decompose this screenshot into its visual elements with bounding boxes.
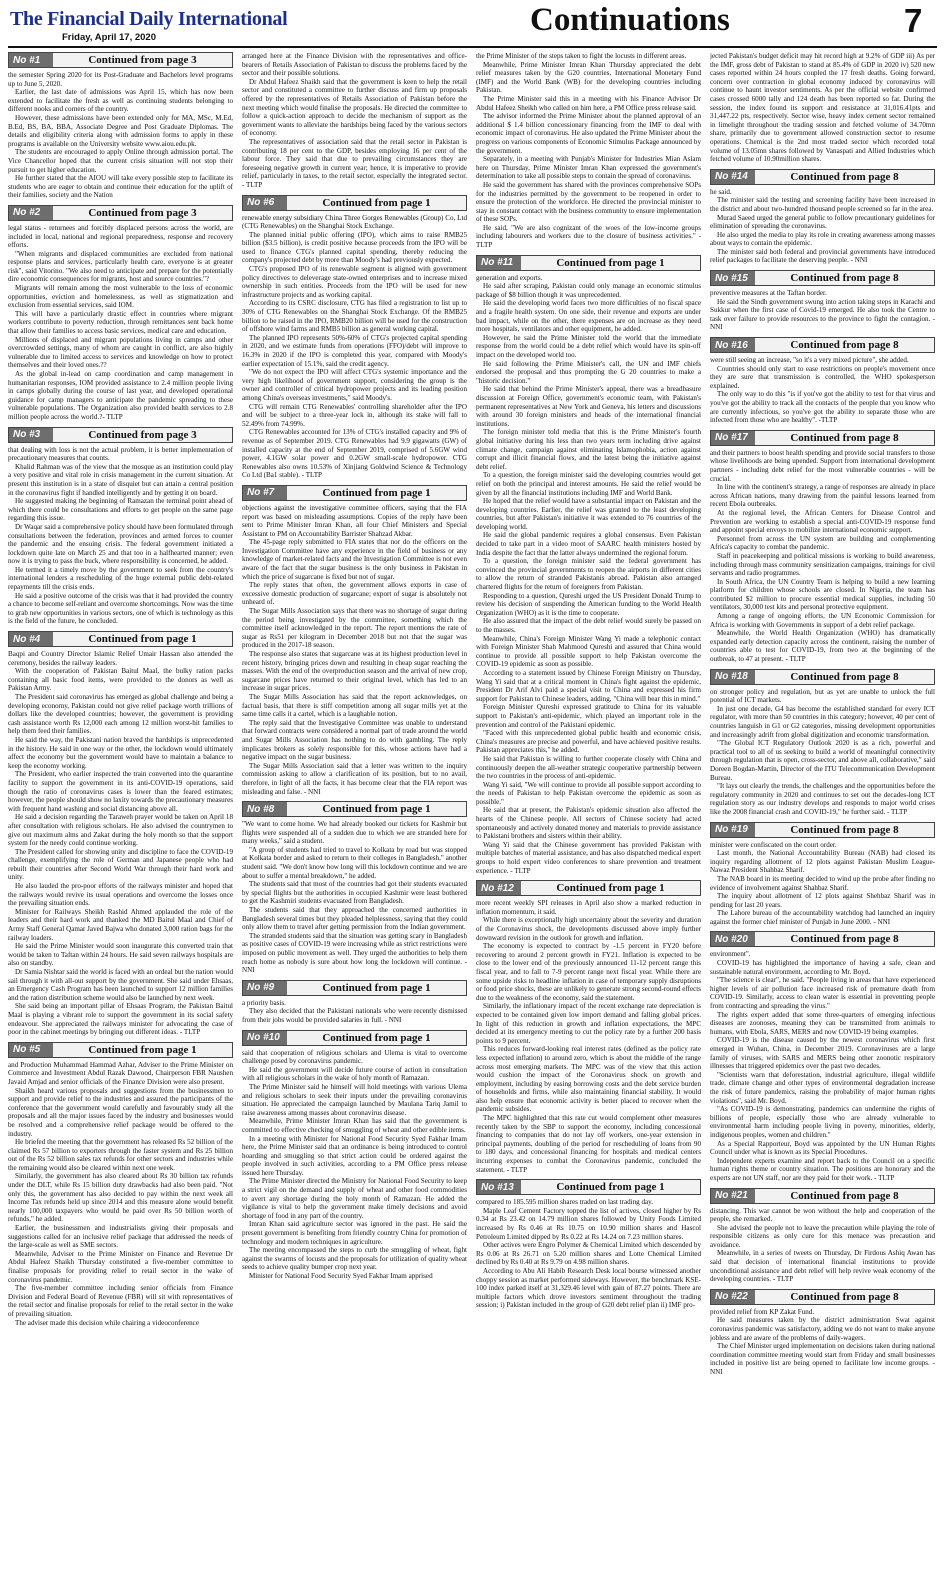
article-paragraph: However, he said the Prime Minister told the world that the immediate response from the world could be a debt relief which would have its spin-off impact on the developed world too. [476,333,701,359]
article-paragraph: With the cooperation of Pakistan Baitul Maal, the bulky ration packs containing all basic food items, were provided to the donors as well as Pakistan Army. [8,667,233,693]
article-paragraph: he said. [710,187,732,196]
article-header [710,669,935,685]
article-paragraph: Meanwhile, the World Health Organization (WHO) has dramatically expanded early detection capacity across the continent, raising the number of countries able to test for COVID-19, from two at the beginning of the outbreak, to 47 at present. - TLTP [710,629,935,664]
article-paragraph: Dr Waqar said a comprehensive policy should have been formulated through consultations between the federation, provinces and armed forces to counter the pandemic and the ensuing crisis. The federal government initiated a lockdown quite late on March 25 and that too in a halfhearted manner; even now it is trying to pass the buck, where responsibility is concerned, he added. [8,522,233,566]
article-paragraph: more recent weekly SPI releases in April also show a marked reduction in inflation momentum, it said. [476,899,701,916]
article-paragraph: "Faced with this unprecedented global public health and economic crisis, China's measures are precise and powerful, and have achieved positive results. Pakistan appreciates this," he added. [476,729,701,755]
continued-from-label: Continued from page 1 [287,486,466,500]
continued-from-label: Continued from page 8 [755,1290,934,1304]
article-header [8,631,233,647]
continued-article [8,52,233,200]
continued-article [242,1030,467,1281]
article-paragraph: The Prime Minister directed the Ministry for National Food Security to keep a strict vigil on the demand and supply of wheat and other food commodities to avert any shortage during the holy month of Ramazan. He added the vigilance is vital to help the government make timely decisions and avoid shortage of food in any part of the country. [242,1177,467,1220]
article-header [710,822,935,838]
continued-article [710,1188,935,1284]
article-paragraph: The minister said the testing and screening facility have been increased in the district and about two-hundred thousand people screened so far in the area. [710,196,935,213]
article-paragraph: The foreign minister told media that this is the Prime Minister's fourth global initiative during his less than two years term including drive against climate change, campaign against eliminating Islamophobia, action against corrupt and illicit financial flows, and the latest being the initiative against debt relief. [476,428,701,471]
section-title: Continuations [530,2,730,38]
continued-article [710,337,935,425]
article-paragraph: At the regional level, the African Centers for Disease Control and Prevention are working to establish a special anti-COVID-19 response fund and appoint special envoys to mobilize international economic support. [710,508,935,535]
continued-article [476,52,701,250]
article-body [242,1049,467,1281]
article-paragraph: "We want to come home. We had already booked our tickets for Kashmir but flights were suspended all of a sudden due to which we are stranded here for many weeks," said a student. [242,820,467,846]
article-paragraph: CTG's proposed IPO of its renewable segment is aligned with government policy directives to deleverage state-owned enterprises and to increase mixed ownership in such entities. Proceeds from the IPO will be used for new infrastructure projects and as working capital. [242,265,467,299]
article-paragraph: The Lahore bureau of the accountability watchdog had launched an inquiry against the former chief minister of Punjab in June 2000. - NNI [710,909,935,926]
continued-from-label: Continued from page 8 [755,1189,934,1203]
article-body [710,449,935,664]
article-paragraph: Independent experts examine and report back to the Council on a specific human rights theme or country situation. The positions are honorary and the experts are not UN staff, nor are they paid for their work. - TLTP [710,1156,935,1182]
article-body [242,214,467,480]
continued-from-label: Continued from page 8 [755,271,934,285]
article-paragraph: the Prime Minister of the steps taken to fight the locusts in different areas. [476,52,687,60]
article-header [8,1042,233,1058]
continued-from-label: Continued from page 1 [53,632,232,646]
article-paragraph: Murad Saeed urged the general public to follow precautionary guidelines for elimination of spreading the coronavirus. [710,213,935,231]
article-paragraph: In line with the continent's strategy, a range of responses are already in place across African nations, many drawing from the painful lessons learned from recent Ebola outbreaks. [710,483,935,509]
article-paragraph: arranged here at the Finance Division with the representatives and office-bearers of Retails Association of Pakistan to discuss the problems faced by the sector and their possible solutions. [242,52,467,78]
article-paragraph: Meanwhile, Prime Minister Imran Khan has said that the government is committed to effective checking of smuggling of wheat and other edible items. [242,1117,467,1134]
continued-article [710,822,935,927]
article-header [242,195,467,211]
article-number-tag: No #12 [477,881,521,895]
newspaper-name: The Financial Daily International [10,8,288,30]
article-paragraph: said that cooperation of religious scholars and Ulema is vital to overcome challenge posed by coronavirus pandemic. [242,1048,467,1066]
article-paragraph: Meanwhile, China's Foreign Minister Wang Yi made a telephonic contact with Foreign Minister Shah Mahmood Qureshi and assured that China would continue to provide all possible support to help Pakistan overcome the COVID-19 epidemic as soon as possible. [476,634,701,669]
article-paragraph: As the global in-lead on camp coordination and camp management in humanitarian responses, IOM provided assistance to 2.4 million people living in camps globally during the course of last year, and developed operational guidance for camp managers to anticipate the pandemic spreading to these vulnerable populations. The Organization also provided health services to 2.8 million people across the world.?- TLTP [8,370,233,421]
article-body [710,289,935,332]
article-paragraph: CTG Renewables accounted for 13% of CTG's installed capacity and 9% of revenue as of September 2019. CTG Renewables had 9.9 gigawatts (GW) of installed capacity at the end of September 2019, comprised of 5.6GW wind power, 4.1GW solar power and 0.2GW small-scale hydropower. CTG Renewables also owns 10.53% of Xinjiang Goldwind Science & Technology Co Ltd (Ba1 stable). - TLTP [242,428,467,480]
article-paragraph: In just one decade, G4 has become the established standard for every ICT regulator, with more than 50 countries in this category; however, 40 per cent of countries languish in G1 or G2 categories, missing development opportunities and increasingly adrift from global digitization and economic transformation. [710,704,935,739]
article-paragraph: While there is exceptionally high uncertainty about the severity and duration of the Coronavirus shock, the developments discussed above imply further downward revision in the outlook for growth and inflation. [476,916,701,942]
article-body [242,999,467,1025]
article-paragraph: The 45-page reply submitted to FIA states that nor do the officers on the Investigation Committee have any experience in the field of business or any knowledge of market-related facts and the Investigation Committee is not even aware of the fact that the sugar business is the only business in Pakistan in which the price of sugarcane is fixed but not of sugar. [242,538,467,581]
continued-from-label: Continued from page 3 [53,206,232,220]
article-paragraph: The rights expert added that some three-quarters of emerging infectious diseases are zoonoses, meaning they can be transmitted from animals to humans, with Ebola, SARS, MERS and now COVID-19 being examples. [710,1010,935,1036]
article-paragraph: Earlier, the last date of admissions was April 15, which has now been extended to facilitate the fresh as well as continuing students belonging to different nooks and corners of the country. [8,88,233,114]
article-body [710,188,935,265]
continued-article [8,205,233,422]
article-paragraph: The five-member committee including senior officials from Finance Division and Federal Board of Revenue (FBR) will sit with representatives of the retail sector and finalise proposals for relief to the retail sector in the wake of prevailing situation. [8,1284,233,1318]
article-paragraph: and their partners to boost health spending and provide social transfers to those whose livelihoods are being upended. Support from international development partners - including debt relief for the most vulnerable countries - will be crucial. [710,448,935,483]
continued-article [476,1179,701,1310]
article-header [242,980,467,996]
article-header [242,1030,467,1046]
article-paragraph: He suggested making the beginning of Ramazan the terminal point ahead of which there could be consultations and efforts to get people on the same page regarding this issue. [8,497,233,523]
article-paragraph: The President, who earlier inspected the train converted into the quarantine facility to support the government in its anti-COVID-19 operations, said though the ratio of coronavirus cases is lower than the feared estimates; however, the people should show no laxity towards the precautionary measures with frequent hand washing and social distancing above all. [8,770,233,813]
article-paragraph: Personnel from across the UN system are building and complementing Africa's capacity to combat the pandemic. [710,534,935,552]
article-paragraph: on stronger policy and regulation, but as yet are unable to unlock the full potential of ICT markets. [710,687,935,705]
article-paragraph: compared to 185.595 million shares traded on last trading day. [476,1198,654,1207]
article-number-tag: No #9 [243,981,287,995]
article-paragraph: He said the Prime Minister would soon inaugurate this converted train that would be taken to Taftan within 24 hours. He said seven railways hospitals are also on standby. [8,942,233,968]
continued-article [8,427,233,626]
article-header [242,801,467,817]
article-paragraph: He termed it a timely move by the government to seek from the country's international lenders a rescheduling of the huge external public debt-related repayments till the crisis ends. [8,565,233,592]
continued-article [710,669,935,817]
article-paragraph: The Sugar Mills Association has said that the report acknowledges, on factual basis, that there is stiff competition among all sugar mills yet at the same time calls it a cartel, which is a laughable notion. [242,692,467,719]
article-header [476,1179,701,1195]
article-paragraph: Wang Yi said that the Chinese government has provided Pakistan with multiple batches of material assistance, and has also dispatched medical expert groups to hold expert video conferences to share prevention and treatment experience. - TLTP [476,840,701,875]
article-paragraph: The advisor informed the Prime Minister about the planned approval of an additional $ 1.4 billion concessionary financing from the IMF to deal with economic impact of coronavirus. He also updated the Prime Minister about the progress on various components of Economic Stimulus Package announced by the government. [476,112,701,155]
article-paragraph: COVID-19 is the disease caused by the newest coronavirus which first emerged in Wuhan, China, in December 2019. Coronaviruses are a large family of viruses, with SARS and MERS being other zoonotic respiratory illnesses that triggered epidemics over the past two decades. [710,1036,935,1071]
article-paragraph: The students are encouraged to apply Online through admission portal. The Vice Chancellor hoped that the current crisis situation will not stop their pursuit to get higher education. [8,148,233,174]
article-paragraph: According to Abu Ali Habib Research Desk local bourse witnessed another choppy session as market performed sideways. However, the benchmark KSE-100 index parked itself at 31,329.46 level with gain of 87.27 points. There are multiple factors which drove investors sentiment throughout the trading session; i) Pakistan included in the group of G20 debt relief plan ii) IMF pro- [476,1266,701,1310]
article-paragraph: Separately, in a meeting with Punjab's Minister for Industries Mian Aslam here on Thursday, Prime Minister Imran Khan expressed the government's determination to take all possible steps to contain the spread of coronavirus. [476,155,701,181]
article-paragraph: were still seeing an increase, "so it's a very mixed picture", she added. [710,356,909,365]
article-paragraph: provided relief from KP Zakat Fund. [710,1307,815,1316]
article-number-tag: No #13 [477,1180,521,1194]
article-paragraph: objections against the investigative committee officers, saying that the FIA report was based on misleading assumptions. Copies of the reply have been sent to Prime Minister Imran Khan, all four Chief Ministers and Special Assistant to PM on Accountability Barrister Shahzad Akbar. [242,503,467,538]
article-paragraph: They also decided that the Pakistani nationals who were recently dismissed from their jobs would be provided salaries in full. - NNI [242,1007,467,1024]
article-body [476,1198,701,1310]
continued-from-label: Continued from page 8 [755,431,934,445]
article-paragraph: "Scientists warn that deforestation, industrial agriculture, illegal wildlife trade, climate change and other types of environmental degradation increase the risk of future pandemics, raising the probability of major human rights violations", said Mr. Boyd. [710,1070,935,1105]
continued-from-label: Continued from page 1 [521,256,700,270]
article-paragraph: environment". [710,950,751,959]
article-number-tag: No #5 [9,1043,53,1057]
article-paragraph: The economy is expected to contract by -1.5 percent in FY20 before recovering to around 2 percent growth in FY21. Inflation is expected to be close to the lower end of the previously announced 11-12 percent range this fiscal year, and to fall to 7-9 percent range next fiscal year. While there are some upside risks to headline inflation in case of temporary supply disruptions or food price shocks, these are unlikely to generate strong second-round effects due to the weakness of the economy, said the statement. [476,942,701,1002]
article-paragraph: According to its CSRC disclosure, CTG has filed a registration to list up to 30% of CTG Renewables on the Shanghai Stock Exchange. Of the RMB25 billion to be raised in the IPO, RMB20 billion will be used for the construction of offshore wind farms and RMB5 billion as general working capital. [242,299,467,334]
article-paragraph: "It lays out clearly the trends, the challenges and the opportunities before the regulatory community in 2020 and continues to set out the decades-long ICT regulation story as our industry develops and responds to major world crises like the 2008 financial crash and COVID-19," he further said. - TLTP [710,782,935,816]
article-paragraph: The Sugar Mills Association said that a letter was written to the inquiry commission asking to allow a clarification of its position, but to no avail, therefore, in light of all the facts, it has become clear that the FIA report was misleading and false. - NNI [242,761,467,796]
article-paragraph: "When migrants and displaced communities are excluded from national response plans and services, particularly health care, everyone is at greater risk", said Vitorino. "We also need to anticipate and prepare for the potentially dire economic consequences for migrants, host and source countries."? [8,249,233,284]
article-header [8,52,233,68]
article-paragraph: The President said coronavirus has emerged as global challenge and being a developing economy, Pakistan could not give relief package worth trillions of dollars like the developed countries; however, the government is providing cash assistance worth Rs 12,000 each among 12 million worst-hit families to help them feed their families. [8,693,233,736]
article-body [242,52,467,190]
article-body [710,950,935,1182]
article-paragraph: minister were confiscated on the court order. [710,840,837,849]
article-paragraph: He said that Pakistan is willing to further cooperate closely with China and continuously deepen the all-weather strategic cooperative partnership between the two countries in the process of anti-epidemic. [476,754,701,781]
continued-from-label: Continued from page 1 [287,196,466,210]
article-header [242,485,467,501]
article-paragraph: Foreign Minister Qureshi expressed gratitude to China for its valuable support to Pakistan's anti-epidemic, which played an important role in the prevention and control of the Pakistani epidemic. [476,703,701,729]
article-number-tag: No #6 [243,196,287,210]
article-paragraph: The reply states that often, the government allows exports in case of excessive domestic production of sugarcane; export of sugar is absolutely not unheard of. [242,581,467,607]
article-paragraph: Staff in peacekeeping and political missions is working to build awareness, including through mass community sensitization campaigns, trainings for civil servants and radio programmes. [710,551,935,578]
article-paragraph: The students said that most of the countries had got their students evacuated by special flights but the authorities in occupied Kashmir were least bothered to get the Kashmiri students evacuated from Bangladesh. [242,880,467,906]
article-body [710,1207,935,1284]
article-paragraph: Meanwhile, in a series of tweets on Thursday, Dr Firdous Ashiq Awan has said that decision of international financial institutions to provide unconditional assistance and debt relief will help revive weak economy of the developing countries. - TLTP [710,1249,935,1284]
article-paragraph: Responding to a question, Qureshi urged the US President Donald Trump to review his decision of suspending the American funding to the World Health Organization (WHO) as it is the time to cooperate. [476,591,701,617]
article-paragraph: He said the Sindh government swung into action taking steps in Karachi and Sukkur when the first case of Covid-19 emerged. He also took the Centre to task over failure to provide resources to the province to fight the contagion. - NNI [710,297,935,332]
article-number-tag: No #3 [9,428,53,442]
article-header [710,270,935,286]
article-paragraph: To a question, the foreign minister said the developing countries would get relief on both the principal and interest amounts. He said the relief would be given by all the financial institutions including IMF and World Bank. [476,471,701,497]
article-header [710,931,935,947]
article-paragraph: In a meeting with Minister for National Food Security Syed Fakhar Imam here, the Prime Minister said that an ordinance is being introduced to control hoarding and smuggling so that strict action could be ordered against the people involved in such activities, according to a PM Office press release issued here Thursday. [242,1134,467,1177]
article-paragraph: The NAB board in its meeting decided to wind up the probe after finding no evidence of involvement against Shahbaz Sharif. [710,874,935,892]
article-paragraph: Minister for National Food Security Syed Fakhar Imam apprised [249,1272,433,1280]
column-2 [242,52,467,1588]
article-number-tag: No #14 [711,170,755,184]
article-paragraph: Wang Yi said, "We will continue to provide all possible support according to the needs of Pakistan to help Pakistan overcome the epidemic as soon as possible." [476,780,701,806]
continued-from-label: Continued from page 1 [53,1043,232,1057]
article-header [8,205,233,221]
article-paragraph: He further stated that the AIOU will take every possible step to facilitate its students who are eager to obtain and continue their education for the uplift of their families, society and the Nation [8,174,233,200]
article-paragraph: renewable energy subsidiary China Three Gorges Renewables (Group) Co, Ltd (CTG Renewables) on the Shanghai Stock Exchange. [242,213,467,231]
article-paragraph: He said following the Prime Minister's call, the UN and IMF chiefs endorsed the proposal and thus prompting the G 20 countries to make a "historic decision." [476,359,701,385]
article-paragraph: The MPC highlighted that this rate cut would complement other measures recently taken by the SBP to support the economy, including concessional financing to companies that do not lay off workers, one-year extension in principal payments, doubling of the period for rescheduling of loans from 90 to 180 days, and concessional financing for hospitals and medical centers incurring expenses to combat the Coronavirus pandemic, concluded the statement. - TLTP [476,1114,701,1174]
article-paragraph: The minister said both federal and provincial governments have introduced relief packages to facilitate the deserving people. - NNI [710,247,935,265]
article-body [242,504,467,796]
article-paragraph: However, these admissions have been extended only for MA, MSc, M.Ed, B.Ed, BS, BA, BBA, Associate Degree and Post Graduate Diplomas. The details and eligibility criteria along with admission forms to apply in these programs is available on the University website www.aiou.edu.pk. [8,113,233,148]
article-paragraph: COVID-19 has highlighted the importance of having a safe, clean and sustainable natural environment, according to Mr. Boyd. [710,959,935,976]
article-header [476,255,701,271]
article-paragraph: The inquiry about allotment of 12 plots against Shehbaz Sharif was in pending for last 20 years. [710,892,935,909]
continued-article [242,980,467,1025]
article-body [242,820,467,975]
article-paragraph: The reply said that the Investigative Committee was unable to understand that forward contracts were considered a normal part of trade around the world and Sugar Mills Association has nothing to do with gambling. The reply implicates brokers as solely responsible for this, whose actions have had a negative impact on the sugar business. [242,718,467,762]
continued-article [710,169,935,265]
continued-article [242,485,467,796]
masthead [0,0,945,46]
article-paragraph: The Prime Minister said he himself will hold meetings with various Ulema and religious scholars to seek their inputs under the prevailing coronavirus situation. He appreciated the campaign launched by Maulana Tariq Jamil to raise awareness among masses about coronavirus disease. [242,1082,467,1117]
article-paragraph: The response also states that sugarcane was at its highest production level in recent history, bringing prices down and resulting in cheap sugar reaching the masses. With the end of the overproduction season and the arrival of new crop, sugarcane prices have returned to their original level, which has led to an increase in sugar prices. [242,650,467,693]
article-header [710,337,935,353]
article-header [710,169,935,185]
article-paragraph: The adviser made this decision while chairing a videoconference [15,1318,199,1327]
article-paragraph: that dealing with loss is not the actual problem, it is better implementation of precautionary measures that counts. [8,445,233,463]
article-paragraph: He said a positive outcome of the crisis was that it had provided the country a chance to become self-reliant and overcome shortcomings. Now was the time to grab new opportunities in various sectors, one of which is technology as this is the field of the future, he concluded. [8,591,233,626]
continued-from-label: Continued from page 3 [53,428,232,442]
article-number-tag: No #4 [9,632,53,646]
article-number-tag: No #17 [711,431,755,445]
article-number-tag: No #11 [477,256,521,270]
article-body [476,899,701,1174]
article-paragraph: He also urged the media to play its role in creating awareness among masses about ways to contain the epidemic. [710,230,935,248]
article-paragraph: She said being an important pillar of Ehsaas Program, the Pakistan Baitul Maal is playing a vibrant role to support the government in its social safety endeavour. She appreciated the railways minister for advocating the case of poor in the cabinet meetings by bringing out different ideas. - TLTP [8,1002,233,1037]
article-paragraph: Dr Abdul Hafeez Shaikh said that the government is keen to help the retail sector and constituted a committee to further discuss and firm up proposals offered by the representatives of Retails Association of Pakistan before the next meeting which would finalise the proposals. He directed the committee to follow a quick-action approach to decide the mechanism of support as the government wants to alleviate the hardships being faced by the various sectors of economy. [242,77,467,138]
article-number-tag: No #21 [711,1189,755,1203]
article-paragraph: He said that behind the Prime Minister's appeal, there was a breadbasure discussion at Foreign Office, government's economic team, with Pakistan's permanent representatives at New York and Geneva, his letters and discussions with around 30 foreign ministers and heads of the international financial institutions. [476,385,701,428]
article-paragraph: He briefed the meeting that the government has released Rs 52 billion of the claimed Rs 57 billion to exporters through the faster system and Rs 25 billion out of the Rs 52 billion sales tax refunds for other sectors and industries while the remaining would also be cleared within next one week. [8,1138,233,1172]
article-paragraph: The planned initial public offering (IPO), which aims to raise RMB25 billion ($3.5 billion), is credit positive because proceeds from the IPO will be used to finance CTG's planned capital spending, thereby reducing the company's projected debt by more than Moody's had previously expected. [242,230,467,265]
continued-from-label: Continued from page 1 [287,981,466,995]
article-paragraph: Among a range of ongoing efforts, the UN Economic Commission for Africa is working with Governments in support of a debt relief package. [710,612,935,629]
continued-from-label: Continued from page 8 [755,170,934,184]
article-paragraph: "The science is clear", he said. "People living in areas that have experienced higher levels of air pollution face increased risk of premature death from COVID-19. Similarly, access to clean water is essential in preventing people from contracting and spreading the virus." [710,976,935,1011]
article-paragraph: The students said that they approached the concerned authorities in Bangladesh several times but they pleaded helplessness, saying that they could only allow them to travel after getting permission from the Indian government. [242,906,467,932]
article-paragraph: He hoped that the relief would have a substantial impact on Pakistan and the developing countries. Earlier, the relief was granted to the least developing countries, but after Pakistan's initiative it was extended to 76 countries of the developing world. [476,497,701,531]
continued-article [476,255,701,876]
article-body [476,52,701,250]
article-header [476,880,701,896]
article-paragraph: In South Africa, the UN Country Team is helping to build a new learning platform for children whose schools are closed. In Nigeria, the team has contributed $2 million to procure essential medical supplies, including 50 ventilators, 30,000 test kits and personal protective equipment. [710,577,935,612]
article-number-tag: No #1 [9,53,53,67]
article-paragraph: The stranded students said that the situation was getting scary in Bangladesh as positive cases of COVID-19 were increasing while as strict restrictions were imposed on public movement as well. They urged the authorities to help them reach home as nobody is sure about how long the lockdown will continue. - NNI [242,931,467,975]
article-paragraph: She advised the people not to leave the precaution while playing the role of responsible citizens as only cure for this menace was precaution and avoidance. [710,1223,935,1249]
continued-article [8,631,233,1037]
article-paragraph: The only way to do this "is if you've got the ability to test for that virus and you've got the ability to track all the contacts of the people that you know who are currently infectious, so you've got the ability to separate those who are infected from those who are healthy". -TLTP [710,390,935,425]
article-body [710,841,935,927]
article-paragraph: Earlier, the businessmen and industrialists giving their proposals and suggestions called for an inclusive relief package that addressed the needs of the large-scale as well as SME sectors. [8,1224,233,1250]
article-number-tag: No #18 [711,670,755,684]
article-paragraph: Countries should only start to ease restrictions on people's movement once they are sure that transmission is controlled, the WHO spokesperson explained. [710,364,935,390]
article-paragraph: "The Global ICT Regulatory Outlook 2020 is as a rich, powerful and practical tool to all of us seeking to build a world of meaningful connectivity through regulation that is open, cross-sector, and above all, collaborative," said Doreen Bogdan-Martin, Director of the ITU Telecommunication Development Bureau. [710,739,935,782]
column-1 [8,52,233,1588]
continued-article [242,52,467,190]
column-3 [476,52,701,1588]
article-body [710,688,935,817]
article-header [710,430,935,446]
article-number-tag: No #8 [243,802,287,816]
continued-from-label: Continued from page 1 [287,802,466,816]
continued-article [710,430,935,664]
article-body [476,274,701,876]
continued-article [476,880,701,1174]
article-paragraph: The Prime Minister said this in a meeting with his Finance Advisor Dr Abdul Hafeez Sheikh who called on him here, a PM Office press release said. [476,94,701,112]
continued-from-label: Continued from page 8 [755,338,934,352]
continued-article [710,931,935,1182]
article-body [8,1061,233,1327]
article-columns [8,52,937,1588]
article-paragraph: He said the way, the Pakistani nation braved the hardships is unprecedented in the history. He said in one way or the other, the lockdown would ultimately affect the economy but the government would have to maintain a balance to keep the economy working. [8,735,233,770]
article-paragraph: Millions of displaced and migrant populations living in camps and other overcrowded settings, many of whom are caught in conflict, are also highly vulnerable due to limited access to services and knowledge on how to protect themselves and their loved ones.?? [8,335,233,370]
article-header [710,1289,935,1305]
article-body [8,224,233,422]
article-body [710,1308,935,1377]
article-paragraph: jected Pakistan's budget deficit may hit record high at 9.2% of GDP iii) As per the IMF, gross debt of Pakistan to stand at 85.4% of GDP in 2020 iv) 520 new cases reported within 24 hours coupled the 17 fresh deaths. Going forward, concern over contraction in global economy induced by coronavirus will continue to haunt investor sentiments. As per the official website confirmed cases crossed 6000 tally and 124 death has been reported so far. During the session, the index found its support and resistance at 31,016.41pts and 31,447.22 pts, respectively. Sector wise, heavy index cement sector remained in limelight throughout the trading session and fetched volume of 34.70mn share, primarily due to government allowed construction sector to resume operations. Chemical is the 2nd most traded sector which recorded total volume of 13.05mn shares followed by Vanaspati and Allied Industries which fetched volume of 10.90million shares. [710,52,935,164]
article-body [710,356,935,425]
article-body [8,446,233,626]
article-paragraph: Similarly, the government has also cleared about Rs 30 billion tax refunds under the DLT, while Rs 15 billion duty drawbacks had also been paid. "Not only this, the government has also decided to pay within the next week all Income Tax refunds held up since 2014 and this measure alone would benefit nearly 100,000 taxpayers who would be paid over Rs 50 billion worth of refunds," he added. [8,1172,233,1224]
column-4 [710,52,935,1588]
article-paragraph: He said the government will decide future course of action in consultation with all religious scholars in the wake of holy month of Ramazan. [242,1065,467,1083]
article-paragraph: He said that at present, the Pakistan's epidemic situation also affected the hearts of the Chinese people. All sectors of Chinese society had acted spontaneously and actively donated money and materials to provide assistance to Pakistani brothers and sisters within their ability. [476,806,701,841]
article-paragraph: Meanwhile, Prime Minister Imran Khan Thursday appreciated the debt relief measures taken by the G20 countries, International Monetary Fund (IMF) and the World Bank (WB) for the developing countries including Pakistan. [476,60,701,95]
article-body [710,52,935,164]
article-paragraph: The Sugar Mills Association says that there was no shortage of sugar during the period being investigated by the committee, something which the committee itself acknowledged in the report. The report mentions the rate of sugar as Rs51 per kilogram in December 2018 but not that the sugar was produced in the 2017-18 season. [242,607,467,650]
article-number-tag: No #7 [243,486,287,500]
article-paragraph: Dr Samia Nishtar said the world is faced with an ordeal but the nation would sail through it with all-out support by the government. She said under Ehsaas, an Emergency Cash Program has been launched to support 12 million families and the ration distribution scheme would also be launched by next week. [8,968,233,1002]
article-paragraph: The representatives of association said that the retail sector in Pakistan is contributing 18 per cent to the GDP, besides employing 16 per cent of the labour force. They said that due to prevailing circumstances they are foreseeing negative growth in current year; hence, it is imperative to provide relief, particularly in taxes, to the retail sector, especially the integrated sector. - TLTP [242,137,467,189]
article-paragraph: This will have a particularly drastic effect in countries where migrant workers contribute to poverty reduction, through remittances sent back home that allow their families to access basic services, medical care and education. [8,309,233,336]
article-paragraph: "We do not expect the IPO will affect CTG's systemic importance and the very high likelihood of government support, considering the group is the owner and controller of critical hydropower projects and its leading position among China's overseas investments," said Moody's. [242,368,467,402]
article-paragraph: To a question, the foreign minister said the federal government has convinced the provincial governments to reopen the airports in different cities to allow the return of stranded Pakistanis abroad. Pakistan also arranged chartered flights for the return of foreigners from Pakistan. [476,557,701,592]
article-paragraph: preventive measures at the Taftan border. [710,289,827,298]
article-paragraph: The President called for showing unity and discipline to face the COVID-19 challenge, exemplifying the role of German and Japanese people who had rebuilt their countries after Second World War through their hard work and unity. [8,847,233,882]
article-paragraph: legal status - returnees and forcibly displaced persons across the world, are included in local, national and regional preparedness, response and recovery efforts. [8,223,233,250]
continued-from-label: Continued from page 1 [521,881,700,895]
article-paragraph: The Chief Minister urged implementation on decisions taken during national coordination committee meeting would start from Friday and small businesses included in positive list are being opened to facilitate low income groups. - NNI [710,1342,935,1376]
article-paragraph: and Production Muhammad Hammad Azhar, Adviser to the Prime Minister on Commerce and Investment Abdul Razak Dawood, Chairperson FBR Naushen Javaid Amjad and senior officials of the Finance Division were also present. [8,1060,233,1086]
continued-from-label: Continued from page 1 [521,1180,700,1194]
article-paragraph: He said measures taken by the district administration Swat against coronavirus pandemic was satisfactory, adding we do not want to make anyone jobless and are aware of the problems of daily-wagers. [710,1316,935,1342]
continued-article [710,1289,935,1377]
continued-article [710,52,935,164]
article-paragraph: a priority basis. [242,998,286,1007]
article-paragraph: Minister for Railways Sheikh Rashid Ahmed applauded the role of the leaders and their hard work and thanked the MD Baitul Maal and Chief of Army Staff General Qamar Javed Bajwa who donated 3,000 ration bags for the railway loaders. [8,907,233,942]
continued-article [710,270,935,332]
article-header [8,427,233,443]
article-paragraph: Similarly, the inflationary impact of the recent exchange rate depreciation is expected to be contained given low import demand and falling global prices. In light of this reduction in growth and inflation expectations, the MPC decided at its emergency meeting to cut the policy rate by a further 200 basis points to 9 percent. [476,1002,701,1045]
continued-from-label: Continued from page 8 [755,823,934,837]
article-paragraph: He also lauded the pro-poor efforts of the railways minister and hoped that the railways would revive its usual operations and overcome the losses once the prevailing situation ends. [8,882,233,908]
page-number: 7 [904,2,923,39]
article-paragraph: CTG will remain CTG Renewables' controlling shareholder after the IPO and will be subject to a three-year lock in, although its stake will fall to 52.49% from 74.99%. [242,402,467,428]
masthead-rule [8,46,937,48]
article-paragraph: He said the developing world faces two more difficulties of no fiscal space and a fragile health system. On one side, their revenue and exports are under bad impact, while on the other, there expenses are on increase as they need more hospitals, ventilators and other equipment, he added. [476,299,701,334]
article-number-tag: No #19 [711,823,755,837]
article-paragraph: Other actives were Engro Polymer & Chemical Limited which descended by Rs 0.06 at Rs 26.71 on 5.20 million shares and Lotte Chemical Limited declined by Rs 0.40 at Rs 9.79 on 4.98 million shares. [476,1241,701,1267]
article-paragraph: This reduces forward-looking real interest rates (defined as the policy rate less expected inflation) to around zero, which is about the middle of the range across most emerging markets. The MPC was of the view that this action would cushion the impact of the Coronavirus shock on growth and employment, including by easing borrowing costs and the debt service burden of households and firms, while also maintaining financial stability. It would also help ensure that economic activity is better placed to recover when the pandemic subsides. [476,1045,701,1114]
continued-from-label: Continued from page 1 [287,1031,466,1045]
article-paragraph: Migrants will remain among the most vulnerable to the loss of economic opportunities, eviction and homelessness, as well as stigmatization and exclusion from essential services, said IOM. [8,284,233,310]
article-paragraph: He also assured that the impact of the debt relief would surely be passed on to the masses. [476,617,701,634]
article-paragraph: According to a statement issued by Chinese Foreign Ministry on Thursday, Wang Yi said that at a critical moment in China's fight against the epidemic, President Dr Arif Alvi paid a special visit to China and expressed his firm support for Pakistan to Chinese leaders, adding, "China will bear this in mind." [476,668,701,703]
continued-article [242,801,467,975]
article-paragraph: He said, "We are also cognizant of the woes of the low-income groups including labourers and workers due to the closure of business activities." - TLTP [476,223,701,250]
article-paragraph: Shaikh heard various proposals and suggestions from the businessmen to support and provide relief to the industries and assured the participants of the conference that the government would carefully and favourably study all the proposals and all the major issues faced by the industry and businesses would be resolved and a comprehensive relief package would be offered to the industry. [8,1086,233,1138]
article-paragraph: Imran Khan said agriculture sector was ignored in the past. He said the present government is benefiting from friendly country China for promotion of technology and modern techniques in agriculture. [242,1220,467,1246]
article-body [8,650,233,1037]
article-paragraph: "As COVID-19 is demonstrating, pandemics can undermine the rights of billions of people, especially those who are already vulnerable to environmental harm including people living in poverty, minorities, elderly, indigenous peoples, women and children." [710,1105,935,1139]
article-paragraph: Khalid Rahman was of the view that the mosque as an institution could play a very positive and vital role in crisis management in the current situation. At present this institution is in a state of disquiet but can attain a central position in the coronavirus fight if handled intelligently and by getting it on board. [8,462,233,497]
continued-article [8,1042,233,1327]
article-number-tag: No #22 [711,1290,755,1304]
article-paragraph: generation and exports. [476,273,543,282]
article-paragraph: He said after scraping, Pakistan could only manage an economic stimulus package of $8 billion though it was unprecedented. [476,282,701,299]
article-paragraph: The planned IPO represents 50%-60% of CTG's projected capital spending in 2020, and we estimate funds from operations (FFO)/debt will improve to 16.3% in 2020 if the IPO is completed this year, compared with Moody's earlier expectation of 15.1%, said the credit agency. [242,333,467,368]
continued-from-label: Continued from page 3 [53,53,232,67]
issue-date: Friday, April 17, 2020 [62,32,156,43]
article-number-tag: No #20 [711,932,755,946]
article-paragraph: As a Special Rapporteur, Boyd was appointed by the UN Human Rights Council under what is known as its Special Procedures. [710,1139,935,1157]
article-header [710,1188,935,1204]
article-number-tag: No #15 [711,271,755,285]
article-paragraph: Last month, the National Accountability Bureau (NAB) had closed its inquiry regarding allotment of 12 plots against Pakistan Muslim League-Nawaz President Shahbaz Sharif. [710,849,935,875]
article-paragraph: Meanwhile, Adviser to the Prime Minister on Finance and Revenue Dr Abdul Hafeez Shaikh Thursday constituted a five-member committee to finalise proposals for providing relief to retail sector in the wake of coronavirus pandemic. [8,1249,233,1284]
article-number-tag: No #10 [243,1031,287,1045]
article-paragraph: He said a decision regarding the Taraweh prayer would be taken on April 18 after consultation with religious scholars. He also advised the countrymen to give out maximum alms and Zakat during the holy month so that the support system for the needy could continue working. [8,813,233,848]
continued-article [242,195,467,480]
article-paragraph: "A group of students had tried to travel to Kolkata by road but was stopped at Kolkata border and asked to return to their colleges in Bangladesh," another student said. "We don't know how long will this lockdown continue and we are about to suffer a mental breakdown," he added. [242,845,467,880]
article-paragraph: He said the government has shared with the provinces comprehensive SOPs for the industries permitted by the government to be reopened in order to ensure the protection of the workforce. He directed the provincial minister to stay in constant contact with the business community to ensure implementation of these SOPs. [476,180,701,224]
article-paragraph: the semester Spring 2020 for its Post-Graduate and Bachelors level programs up to June 5, 2020. [8,71,233,88]
article-paragraph: distancing. This war cannot be won without the help and cooperation of the people, she remarked. [710,1206,935,1224]
article-body [8,71,233,200]
article-number-tag: No #2 [9,206,53,220]
article-number-tag: No #16 [711,338,755,352]
article-paragraph: Baqpi and Country Director Islamic Relief Umair Hassan also attended the ceremony, besides the railway leaders. [8,650,233,667]
continued-from-label: Continued from page 8 [755,932,934,946]
article-paragraph: He said the global pandemic requires a global consensus. Even Pakistan decided to take part in a video moot of SAARC health ministers hosted by India despite the fact that the latter always undermined the regional forum. [476,531,701,557]
article-paragraph: Maple Leaf Cement Factory topped the list of actives, closed higher by Rs 0.34 at Rs 23.42 on 14.79 million shares followed by Unity Foods Limited increased by Rs 0.46 at Rs 10.75 on 10.90 million shares and Hascol Petroleum Limited dipped by Rs 0.22 at Rs 14.24 on 7.23 million shares. [476,1206,701,1241]
article-paragraph: The meeting encompassed the steps to curb the smuggling of wheat, fight against the swarms of locusts and the proposals for utilization of quality wheat seeds to achieve quality bumper crop next year. [242,1246,467,1272]
continued-from-label: Continued from page 8 [755,670,934,684]
